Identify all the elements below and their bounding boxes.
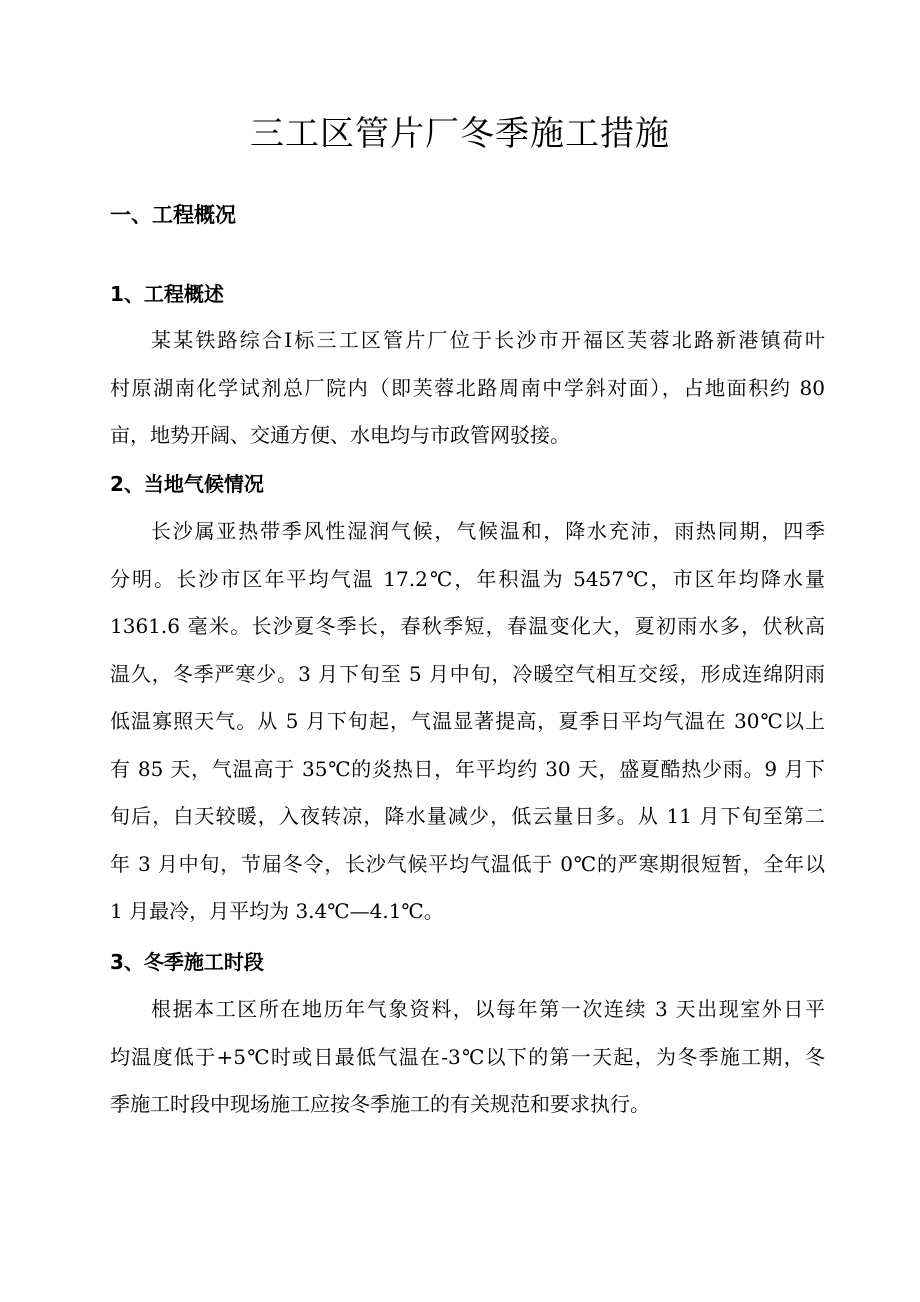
paragraph-local-climate: [110, 508, 825, 936]
text-line: 均温度低于+5℃时或日最低气温在-3℃以下的第一天起，为冬季施工期，冬: [110, 1044, 825, 1069]
subsection-heading-project-summary: 1、工程概述: [110, 282, 224, 306]
text-line: 村原湖南化学试剂总厂院内（即芙蓉北路周南中学斜对面），占地面积约 80: [110, 375, 825, 400]
section-heading-overview: 一、工程概况: [110, 203, 236, 227]
paragraph-project-summary: [110, 317, 825, 460]
text-line: 季施工时段中现场施工应按冬季施工的有关规范和要求执行。: [110, 1092, 650, 1116]
subsection-heading-winter-construction-period: 3、冬季施工时段: [110, 950, 264, 974]
text-line: 1361.6 毫米。长沙夏冬季长，春秋季短，春温变化大，夏初雨水多，伏秋高: [110, 614, 825, 638]
text-line: 有 85 天，气温高于 35℃的炎热日，年平均约 30 天，盛夏酷热少雨。9 月下: [110, 756, 825, 781]
text-line: 分明。长沙市区年平均气温 17.2℃，年积温为 5457℃，市区年均降水量: [110, 566, 825, 591]
text-line: 1 月最冷，月平均为 3.4℃—4.1℃。: [110, 899, 444, 923]
text-line: 亩，地势开阔、交通方便、水电均与市政管网驳接。: [110, 423, 570, 447]
text-line: 长沙属亚热带季风性湿润气候，气候温和，降水充沛，雨热同期，四季: [151, 519, 825, 543]
text-line: 年 3 月中旬，节届冬令，长沙气候平均气温低于 0℃的严寒期很短暂，全年以: [110, 851, 825, 876]
paragraph-winter-construction-period: [110, 986, 825, 1129]
text-line: 根据本工区所在地历年气象资料，以每年第一次连续 3 天出现室外日平: [151, 997, 825, 1021]
text-line: 温久，冬季严寒少。3 月下旬至 5 月中旬，冷暖空气相互交绥，形成连绵阴雨: [110, 661, 825, 686]
text-line: 某某铁路综合Ⅰ标三工区管片厂位于长沙市开福区芙蓉北路新港镇荷叶: [151, 328, 825, 352]
text-line: 低温寡照天气。从 5 月下旬起，气温显著提高，夏季日平均气温在 30℃以上: [110, 709, 825, 733]
text-line: 旬后，白天较暖，入夜转凉，降水量减少，低云量日多。从 11 月下旬至第二: [110, 804, 825, 828]
subsection-heading-local-climate: 2、当地气候情况: [110, 472, 264, 496]
document-title: 三工区管片厂冬季施工措施: [250, 114, 670, 154]
